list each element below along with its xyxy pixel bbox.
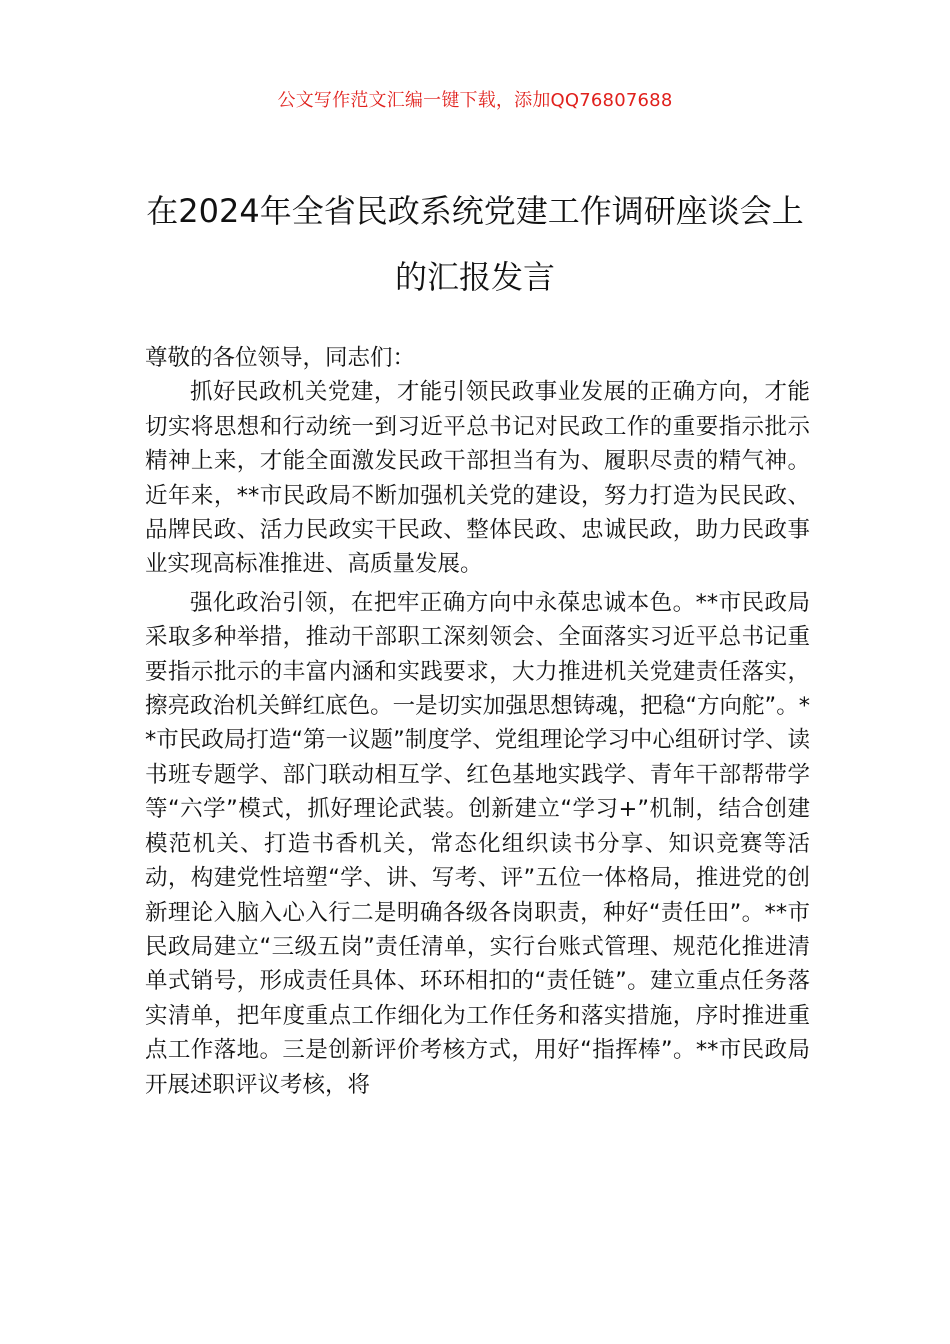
- salutation: 尊敬的各位领导，同志们：: [145, 345, 416, 371]
- paragraph-political-leadership: 强化政治引领，在把牢正确方向中永葆忠诚本色。**市民政局采取多种举措，推动干部职工深刻领会、全面落实习近平总书记重要指示批示的丰富内涵和实践要求，大力推进机关党建责任落实，擦亮政治机关鲜红底色。一是切实加强思想铸魂，把稳“方向舵”。**市民政局打造“第一议题”制度学、党组理论学习中心组研讨学、读书班专题学、部门联动相互学、红色基地实践学、青年干部帮带学等“六学”模式，抓好理论武装。创新建立“学习+”机制，结合创建模范机关、打造书香机关，常态化组织读书分享、知识竞赛等活动，构建党性培塑“学、讲、写考、评”五位一体格局，推进党的创新理论入脑入心入行二是明确各级各岗职责，种好“责任田”。**市民政局建立“三级五岗”责任清单，实行台账式管理、规范化推进清单式销号，形成责任具体、环环相扣的“责任链”。建立重点任务落实清单，把年度重点工作细化为工作任务和落实措施，序时推进重点工作落地。三是创新评价考核方式，用好“指挥棒”。**市民政局开展述职评议考核，将: [145, 589, 810, 1098]
- paragraph-intro: 抓好民政机关党建，才能引领民政事业发展的正确方向，才能切实将思想和行动统一到习近平总书记对民政工作的重要指示批示精神上来，才能全面激发民政干部担当有为、履职尽责的精气神。近年来，**市民政局不断加强机关党的建设，努力打造为民民政、品牌民政、活力民政实干民政、整体民政、忠诚民政，助力民政事业实现高标准推进、高质量发展。: [145, 379, 810, 578]
- document-title: 在2024年全省民政系统党建工作调研座谈会上的汇报发言: [146, 192, 804, 296]
- document-body: [145, 341, 810, 1102]
- header-download-note: 公文写作范文汇编一键下载，添加QQ76807688: [277, 90, 673, 111]
